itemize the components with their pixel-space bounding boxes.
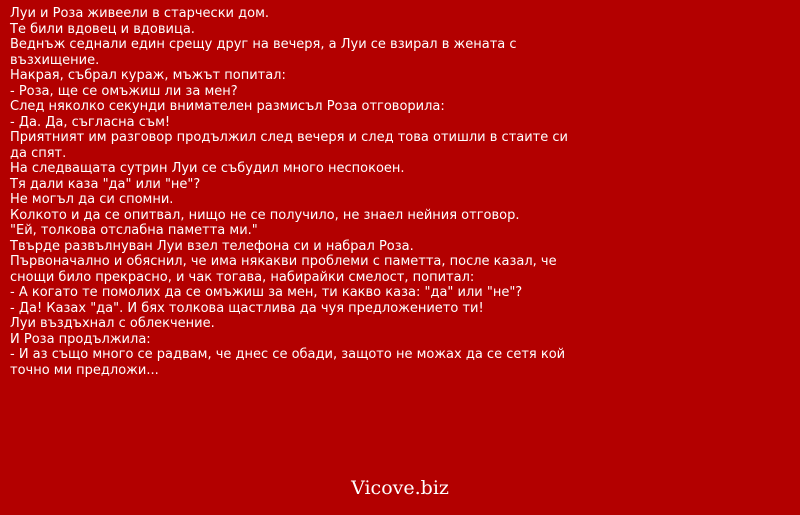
story-line: Твърде развълнуван Луи взел телефона си и набрал Роза. — [10, 238, 414, 254]
story-line: Веднъж седнали един срещу друг на вечеря, а Луи се взирал в жената с възхищение. — [10, 37, 517, 68]
story-line: - Да. Да, съгласна съм! — [10, 114, 171, 130]
story-line: Луи въздъхнал с облекчение. — [10, 316, 215, 331]
story-line: Приятният им разговор продължил след вечеря и след това отишли в стаите си да спят. — [10, 130, 568, 161]
story-line: - Да! Казах "да". И бях толкова щастлива да чуя предложението ти! — [10, 300, 484, 316]
joke-text — [10, 6, 570, 378]
story-line: - А когато те помолих да се омъжиш за мен, ти какво каза: "да" или "не"? — [10, 285, 523, 300]
story-line: "Ей, толкова отслабна паметта ми." — [10, 223, 258, 238]
site-watermark: Vicove.biz — [351, 477, 449, 499]
story-line: Накрая, събрал кураж, мъжът попитал: — [10, 68, 286, 83]
story-line: Колкото и да се опитвал, нищо не се получило, не знаел нейния отговор. — [10, 207, 520, 223]
story-line: - Роза, ще се омъжиш ли за мен? — [10, 83, 238, 99]
story-line: Не могъл да си спомни. — [10, 192, 174, 207]
story-line: Тя дали каза "да" или "не"? — [10, 176, 201, 192]
story-line: На следващата сутрин Луи се събудил много неспокоен. — [10, 161, 405, 176]
story-line: Те били вдовец и вдовица. — [10, 21, 195, 37]
story-line: Първоначално и обяснил, че има някакви проблеми с паметта, после казал, че снощи било прекрасно, и чак тогава, набирайки смелост, попитал: — [10, 254, 557, 285]
story-line: Луи и Роза живеели в старчески дом. — [10, 6, 270, 21]
story-line: - И аз също много се радвам, че днес се обади, защото не можах да се сетя кой точно ми предложи... — [10, 347, 566, 378]
story-line: След няколко секунди внимателен размисъл Роза отговорила: — [10, 99, 445, 114]
story-line: И Роза продължила: — [10, 331, 151, 347]
